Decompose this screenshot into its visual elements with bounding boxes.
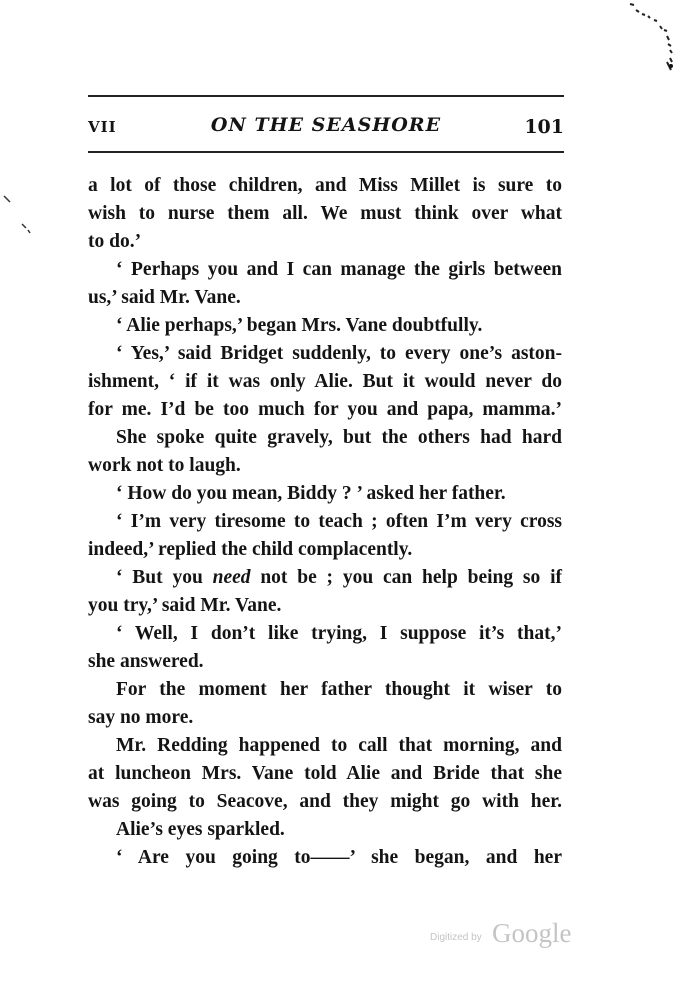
text-line: Alie’s eyes sparkled. [116, 819, 285, 840]
running-head [88, 114, 564, 142]
text-line: she answered. [88, 651, 204, 672]
text-line: ishment, ‘ if it was only Alie. But it would never do [88, 371, 562, 392]
text-line: was going to Seacove, and they might go with her. [88, 791, 562, 812]
text-line: work not to laugh. [88, 455, 241, 476]
scan-marks-left [0, 190, 40, 250]
text-line: at luncheon Mrs. Vane told Alie and Bride that she [88, 763, 562, 784]
text-line: for me. I’d be too much for you and papa, mamma.’ [88, 399, 562, 420]
text-line: ‘ Yes,’ said Bridget suddenly, to every one’s aston- [116, 343, 562, 364]
text-line: to do.’ [88, 231, 142, 252]
text-line: a lot of those children, and Miss Millet is sure to [88, 175, 562, 196]
page-number: 101 [524, 116, 564, 138]
text-line: ‘ How do you mean, Biddy ? ’ asked her father. [116, 483, 506, 504]
chapter-number: VII [88, 118, 117, 136]
digitized-by-label: Digitized by [430, 932, 482, 943]
digitized-by-google-watermark [430, 918, 580, 954]
scan-marks-top-right [620, 0, 677, 80]
italic-emphasis: need [212, 567, 251, 588]
header-rule-top [88, 95, 564, 97]
text-run: ‘ But you [116, 567, 213, 588]
text-line: For the moment her father thought it wiser to [116, 679, 562, 700]
header-rule-bottom [88, 151, 564, 153]
text-line: us,’ said Mr. Vane. [88, 287, 241, 308]
text-line: indeed,’ replied the child complacently. [88, 539, 413, 560]
text-line: ‘ Perhaps you and I can manage the girls between [116, 259, 562, 280]
google-wordmark: Google [492, 918, 572, 948]
text-line: ‘ Alie perhaps,’ began Mrs. Vane doubtfully. [116, 315, 483, 336]
text-line: ‘ Well, I don’t like trying, I suppose it’s that,’ [116, 623, 562, 644]
text-line: She spoke quite gravely, but the others had hard [116, 427, 562, 448]
text-line [116, 564, 562, 592]
text-line: say no more. [88, 707, 194, 728]
text-line: you try,’ said Mr. Vane. [88, 595, 282, 616]
running-title: ON THE SEASHORE [210, 114, 442, 136]
text-line: ‘ I’m very tiresome to teach ; often I’m very cross [116, 511, 562, 532]
text-run: not be ; you can help being so if [250, 567, 562, 588]
text-line: ‘ Are you going to——’ she began, and her [116, 847, 562, 868]
text-line: Mr. Redding happened to call that morning, and [116, 735, 562, 756]
text-line: wish to nurse them all. We must think over what [88, 203, 562, 224]
